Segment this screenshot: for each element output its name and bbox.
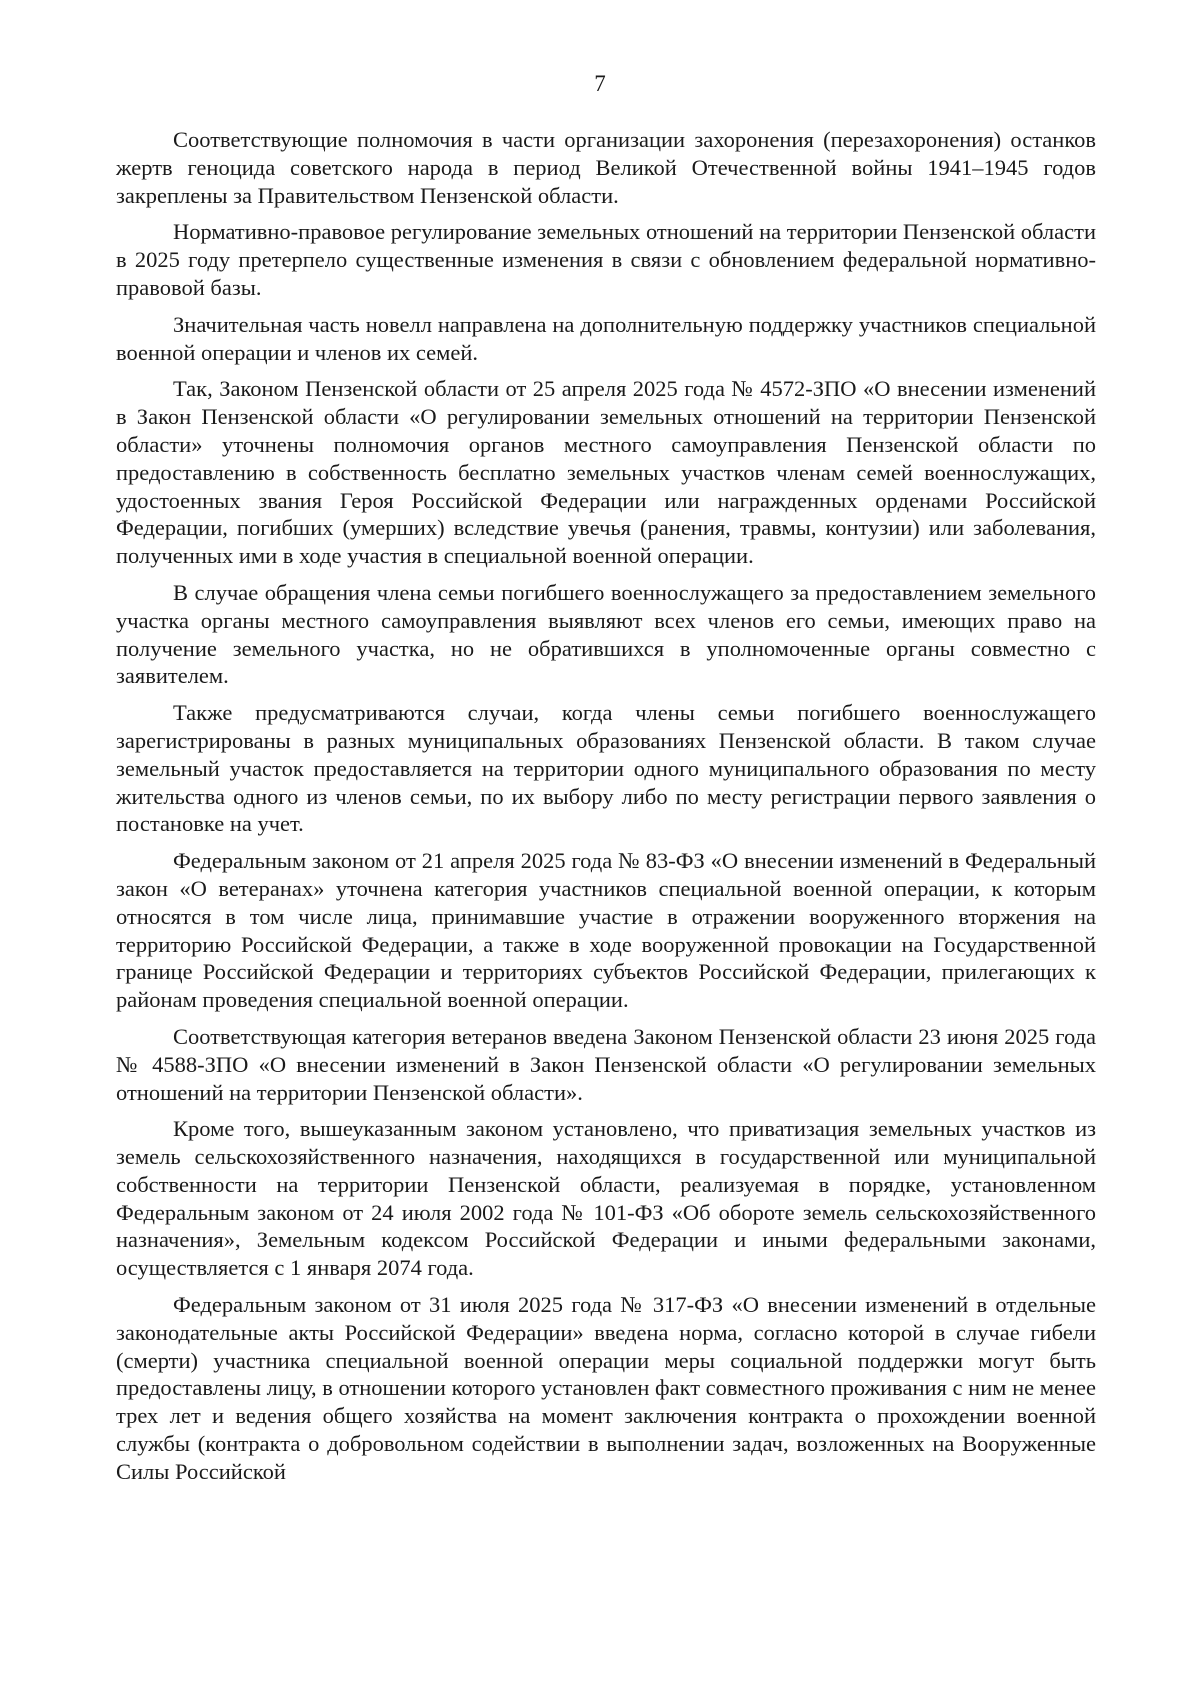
page-number: 7 — [594, 71, 606, 96]
paragraph: Также предусматриваются случаи, когда члены семьи погибшего военнослужащего зарегистрированы в разных муниципальных образованиях Пензенской области. В таком случае земельный участок предоставляется на территории одного муниципального образования по месту жительства одного из членов семьи, по их выбору либо по месту регистрации первого заявления о постановке на учет. — [116, 700, 1096, 837]
paragraph: Так, Законом Пензенской области от 25 апреля 2025 года № 4572-ЗПО «О внесении изменений в Закон Пензенской области «О регулировании земельных отношений на территории Пензенской области» уточнены полномочия органов местного самоуправления Пензенской области по предоставлению в собственность бесплатно земельных участков членам семей военнослужащих, удостоенных звания Героя Российской Федерации или награжденных орденами Российской Федерации, погибших (умерших) вследствие увечья (ранения, травмы, контузии) или заболевания, полученных ими в ходе участия в специальной военной операции. — [116, 376, 1096, 569]
paragraph: В случае обращения члена семьи погибшего военнослужащего за предоставлением земельного участка органы местного самоуправления выявляют всех членов его семьи, имеющих право на получение земельного участка, но не обратившихся в уполномоченные органы совместно с заявителем. — [116, 579, 1096, 689]
paragraph: Кроме того, вышеуказанным законом установлено, что приватизация земельных участков из земель сельскохозяйственного назначения, находящихся в государственной или муниципальной собственности на территории Пензенской области, реализуемая в порядке, установленном Федеральным законом от 24 июля 2002 года № 101-ФЗ «Об обороте земель сельскохозяйственного назначения», Земельным кодексом Российской Федерации и иными федеральными законами, осуществляется с 1 января 2074 года. — [116, 1116, 1096, 1281]
paragraph: Федеральным законом от 21 апреля 2025 года № 83-ФЗ «О внесении изменений в Федеральный закон «О ветеранах» уточнена категория участников специальной военной операции, к которым относятся в том числе лица, принимавшие участие в отражении вооруженного вторжения на территорию Российской Федерации, а также в ходе вооруженной провокации на Государственной границе Российской Федерации и территориях субъектов Российской Федерации, прилегающих к районам проведения специальной военной операции. — [116, 848, 1096, 1013]
paragraph: Нормативно-правовое регулирование земельных отношений на территории Пензенской области в 2025 году претерпело существенные изменения в связи с обновлением федеральной нормативно-правовой базы. — [116, 219, 1096, 300]
document-body — [116, 126, 1096, 1495]
paragraph: Федеральным законом от 31 июля 2025 года № 317-ФЗ «О внесении изменений в отдельные законодательные акты Российской Федерации» введена норма, согласно которой в случае гибели (смерти) участника специальной военной операции меры социальной поддержки могут быть предоставлены лицу, в отношении которого установлен факт совместного проживания с ним не менее трех лет и ведения общего хозяйства на момент заключения контракта о прохождении военной службы (контракта о добровольном содействии в выполнении задач, возложенных на Вооруженные Силы Российской — [116, 1292, 1096, 1484]
paragraph: Соответствующая категория ветеранов введена Законом Пензенской области 23 июня 2025 года № 4588-ЗПО «О внесении изменений в Закон Пензенской области «О регулировании земельных отношений на территории Пензенской области». — [116, 1023, 1096, 1105]
paragraph: Соответствующие полномочия в части организации захоронения (перезахоронения) останков жертв геноцида советского народа в период Великой Отечественной войны 1941–1945 годов закреплены за Правительством Пензенской области. — [116, 127, 1096, 208]
paragraph: Значительная часть новелл направлена на дополнительную поддержку участников специальной военной операции и членов их семей. — [116, 311, 1096, 365]
